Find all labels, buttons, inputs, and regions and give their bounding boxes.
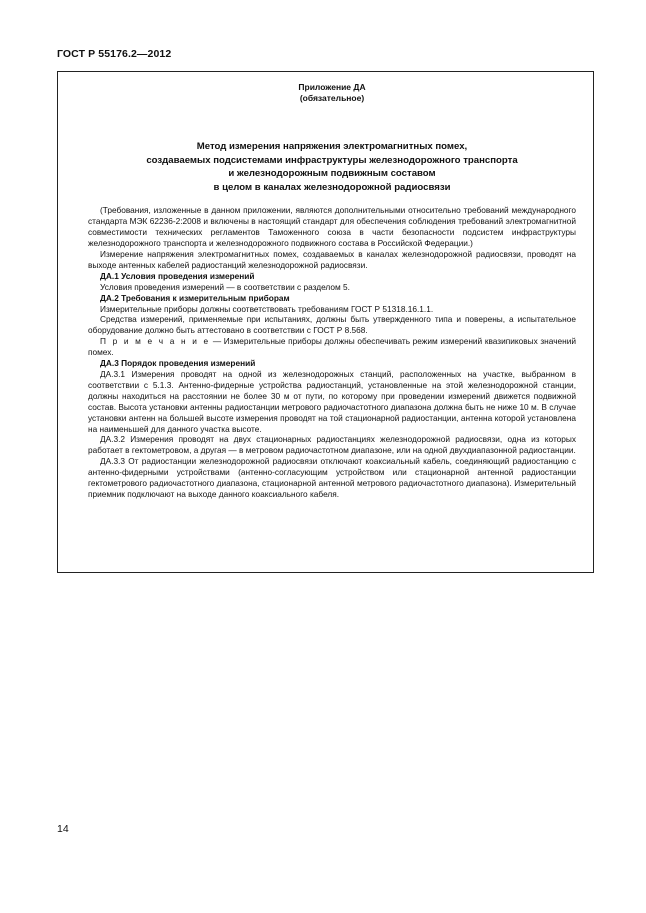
appendix-label: Приложение ДА [298, 82, 366, 92]
method-title-line: создаваемых подсистемами инфраструктуры железнодорожного транспорта [146, 154, 518, 166]
section-da3-1: ДА.3.1 Измерения проводят на одной из железнодорожных станций, расположенных на участке, выбранном в соответствии с 5.1.3. Антенно-фидерные устройства радиостанций, установленные на этой железнодорожной станции, должны находиться на расстоянии не более 30 м от пути, по которому при проведении измерений движется подвижной состав. Высота установки антенны радиостанции метрового радиочастотного диапазона должна быть не ниже 10 м. В случае установки антенн на большей высоте измерения проводят на той стационарной радиостанции, антенна которой установлена на наименьшей для данного участка высоте. [88, 368, 576, 434]
method-title-line: Метод измерения напряжения электромагнитных помех, [196, 141, 468, 152]
note-paragraph [88, 336, 576, 358]
note-label: П р и м е ч а н и е [100, 336, 211, 347]
appendix-content [88, 82, 576, 500]
intro-paragraph: (Требования, изложенные в данном приложении, являются дополнительными относительно требований международного стандарта МЭК 62236-2:2008 и включены в настоящий стандарт для обеспечения соблюдения требований электромагнитной совместимости технических регламентов Таможенного союза в части безопасности подсистем инфраструктуры железнодорожного транспорта и железнодорожного подвижного состава в Российской Федерации.) [88, 205, 576, 249]
document-header: ГОСТ Р 55176.2—2012 [57, 48, 172, 60]
section-heading-da3: ДА.3 Порядок проведения измерений [100, 358, 256, 369]
section-da2-text2: Средства измерений, применяемые при испытаниях, должны быть утвержденного типа и поверены, а испытательное оборудование должно быть аттестовано в соответствии с ГОСТ Р 8.568. [88, 314, 576, 336]
note-text: — Измерительные приборы должны обеспечивать режим измерений квазипиковых значений помех. [88, 336, 576, 358]
scope-paragraph: Измерение напряжения электромагнитных помех, создаваемых в каналах железнодорожной радиосвязи, проводят на выходе антенных кабелей радиостанций железнодорожной радиосвязи. [88, 249, 576, 270]
method-title [88, 140, 576, 194]
page-number: 14 [57, 823, 69, 835]
method-title-line: в целом в каналах железнодорожной радиосвязи [213, 181, 451, 193]
appendix-status: (обязательное) [299, 93, 365, 103]
section-da2-text1: Измерительные приборы должны соответствовать требованиям ГОСТ Р 51318.16.1.1. [100, 303, 434, 314]
section-da1-text: Условия проведения измерений — в соответствии с разделом 5. [100, 281, 350, 292]
section-da3-2: ДА.3.2 Измерения проводят на двух стационарных радиостанциях железнодорожной радиосвязи, одна из которых работает в гектометровом, а другая — в метровом радиочастотном диапазоне, или на одной двухдиапазонной радиостанции. [88, 434, 576, 456]
section-heading-da2: ДА.2 Требования к измерительным приборам [100, 292, 290, 303]
section-da3-3: ДА.3.3 От радиостанции железнодорожной радиосвязи отключают коаксиальный кабель, соединяющий радиостанцию с антенно-фидерными устройствами (антенно-согласующим устройством или стационарной антенной радиостанции гектометрового радиочастотного диапазона, стационарной антенной метрового радиочастотного диапазона). Измерительный приемник подключают на выходе данного коаксиального кабеля. [88, 456, 576, 499]
method-title-line: и железнодорожным подвижным составом [228, 168, 436, 180]
section-heading-da1: ДА.1 Условия проведения измерений [100, 270, 255, 281]
